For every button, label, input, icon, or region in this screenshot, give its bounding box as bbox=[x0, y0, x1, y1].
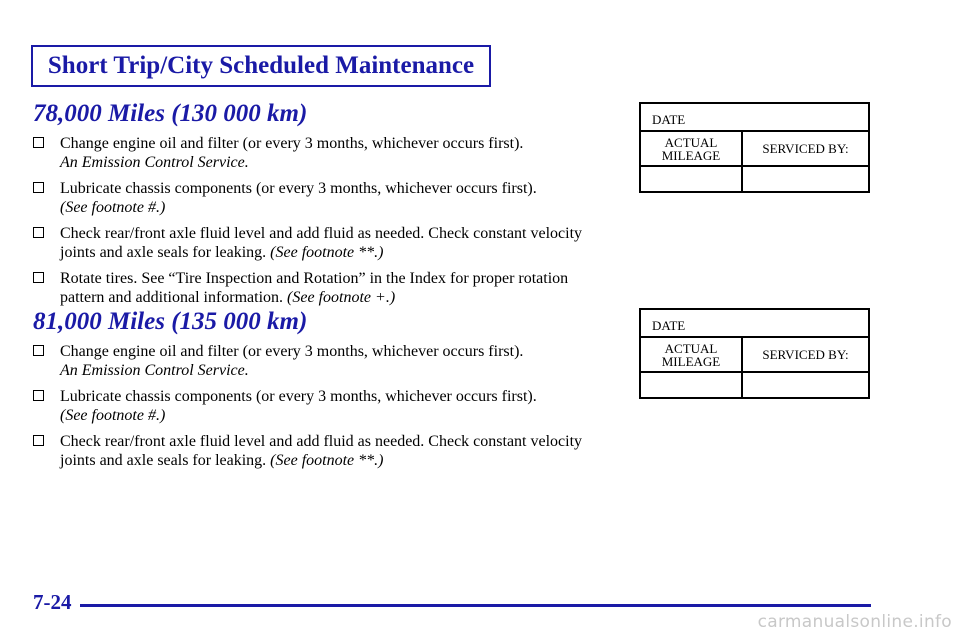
item-note: (See footnote **.) bbox=[270, 452, 384, 469]
checklist-item bbox=[33, 387, 603, 425]
item-note: An Emission Control Service. bbox=[60, 362, 249, 379]
checkbox-icon[interactable] bbox=[33, 227, 44, 238]
item-text: Change engine oil and filter (or every 3 months, whichever occurs first). bbox=[60, 343, 524, 360]
checklist-item bbox=[33, 134, 603, 172]
checklist-item bbox=[33, 224, 603, 262]
actual-mileage-label: ACTUAL MILEAGE bbox=[641, 132, 743, 165]
footer-rule bbox=[80, 604, 871, 607]
checklist-item bbox=[33, 269, 603, 307]
actual-mileage-field[interactable] bbox=[641, 167, 743, 191]
checkbox-icon[interactable] bbox=[33, 390, 44, 401]
checkbox-icon[interactable] bbox=[33, 137, 44, 148]
serviced-by-label: SERVICED BY: bbox=[762, 141, 849, 156]
date-field[interactable]: DATE bbox=[641, 310, 868, 338]
item-note: (See footnote #.) bbox=[60, 199, 166, 216]
watermark: carmanualsonline.info bbox=[757, 612, 952, 632]
page-title: Short Trip/City Scheduled Maintenance bbox=[47, 52, 475, 79]
checkbox-icon[interactable] bbox=[33, 272, 44, 283]
serviced-by-label: SERVICED BY: bbox=[762, 347, 849, 362]
checklist-item bbox=[33, 342, 603, 380]
checkbox-icon[interactable] bbox=[33, 182, 44, 193]
checkbox-icon[interactable] bbox=[33, 345, 44, 356]
maintenance-section-78000 bbox=[33, 100, 603, 314]
item-note: (See footnote +.) bbox=[287, 289, 396, 306]
item-note: An Emission Control Service. bbox=[60, 154, 249, 171]
item-text: Change engine oil and filter (or every 3 months, whichever occurs first). bbox=[60, 135, 524, 152]
service-record-table bbox=[639, 308, 870, 399]
serviced-by-field[interactable] bbox=[743, 373, 868, 397]
section-title: 78,000 Miles (130 000 km) bbox=[33, 100, 308, 127]
item-text: Lubricate chassis components (or every 3 months, whichever occurs first). bbox=[60, 388, 537, 405]
date-field[interactable]: DATE bbox=[641, 104, 868, 132]
page-header bbox=[31, 45, 491, 87]
checklist-item bbox=[33, 179, 603, 217]
item-note: (See footnote #.) bbox=[60, 407, 166, 424]
item-text: Lubricate chassis components (or every 3 months, whichever occurs first). bbox=[60, 180, 537, 197]
serviced-by-field[interactable] bbox=[743, 167, 868, 191]
checkbox-icon[interactable] bbox=[33, 435, 44, 446]
actual-mileage-label: ACTUAL MILEAGE bbox=[641, 338, 743, 371]
actual-mileage-field[interactable] bbox=[641, 373, 743, 397]
item-text: Rotate tires. See “Tire Inspection and Rotation” in the Index for proper rotation pattern and additional information. bbox=[60, 270, 569, 306]
service-record-table bbox=[639, 102, 870, 193]
item-text: Check rear/front axle fluid level and add fluid as needed. Check constant velocity joints and axle seals for leaking. bbox=[60, 225, 583, 261]
item-note: (See footnote **.) bbox=[270, 244, 384, 261]
section-title: 81,000 Miles (135 000 km) bbox=[33, 308, 308, 335]
item-text: Check rear/front axle fluid level and add fluid as needed. Check constant velocity joints and axle seals for leaking. bbox=[60, 433, 583, 469]
page-number: 7-24 bbox=[33, 590, 72, 614]
maintenance-section-81000 bbox=[33, 308, 603, 477]
checklist-item bbox=[33, 432, 603, 470]
